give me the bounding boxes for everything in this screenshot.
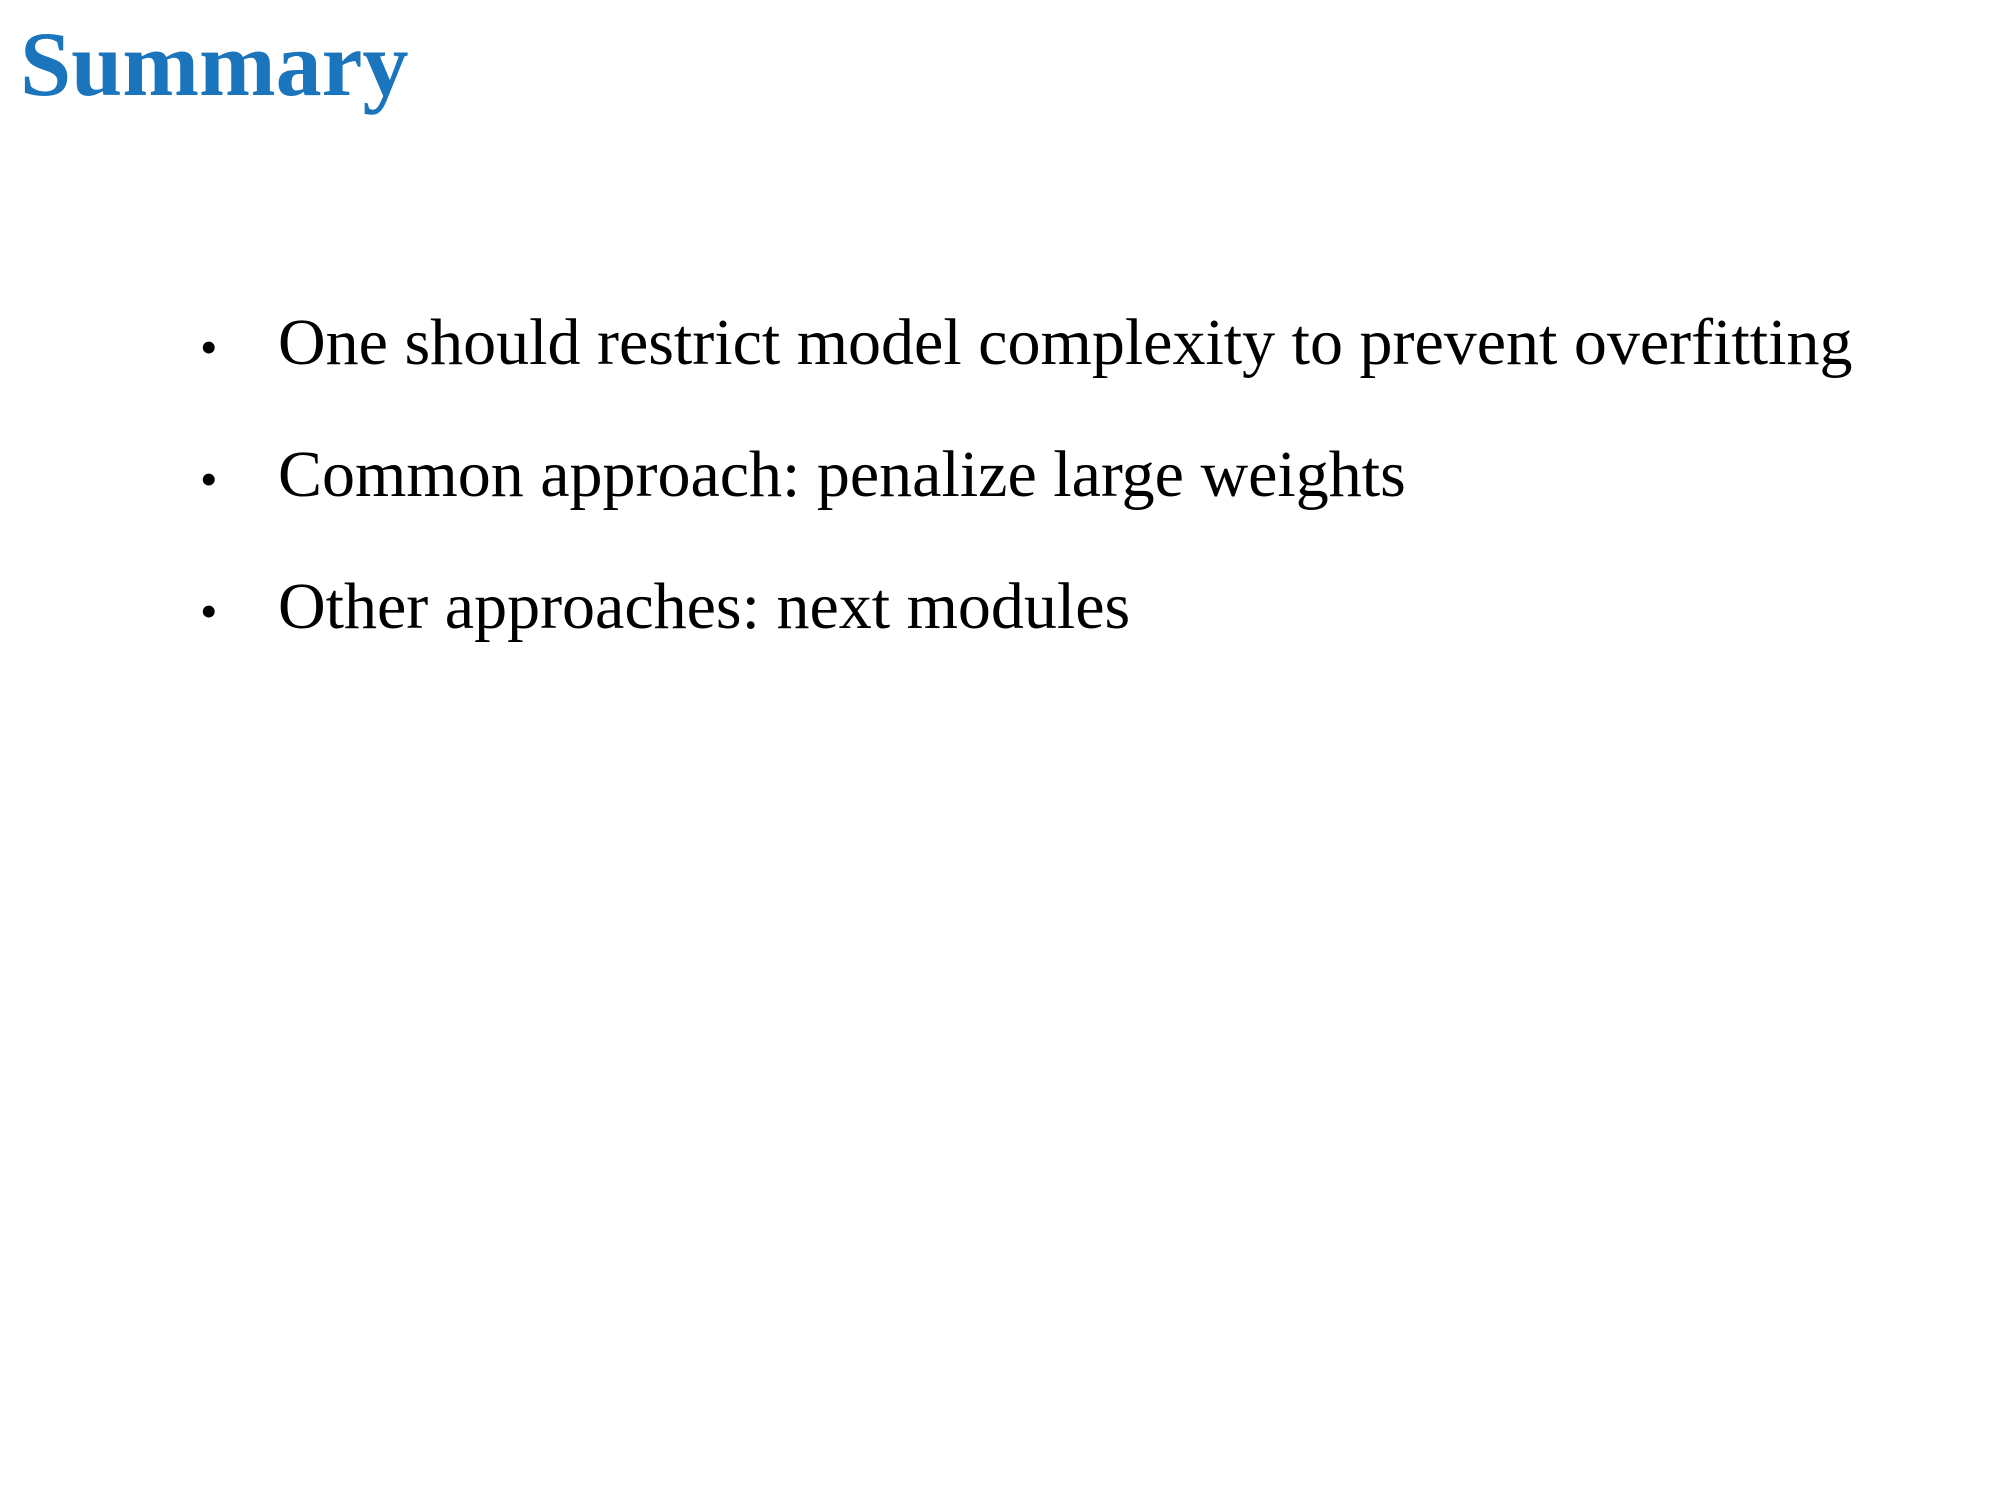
bullet-item <box>200 570 1852 706</box>
bullet-text: Common approach: penalize large weights <box>278 438 1406 511</box>
bullet-icon: • <box>200 319 218 375</box>
bullet-icon: • <box>200 451 218 507</box>
bullet-icon: • <box>200 583 218 639</box>
bullet-item <box>200 438 1852 574</box>
bullet-text: One should restrict model complexity to prevent overfitting <box>278 306 1853 379</box>
bullet-text: Other approaches: next modules <box>278 570 1131 643</box>
bullet-item <box>200 306 1853 442</box>
slide-title: Summary <box>20 13 409 115</box>
bullet-list <box>200 306 1853 706</box>
